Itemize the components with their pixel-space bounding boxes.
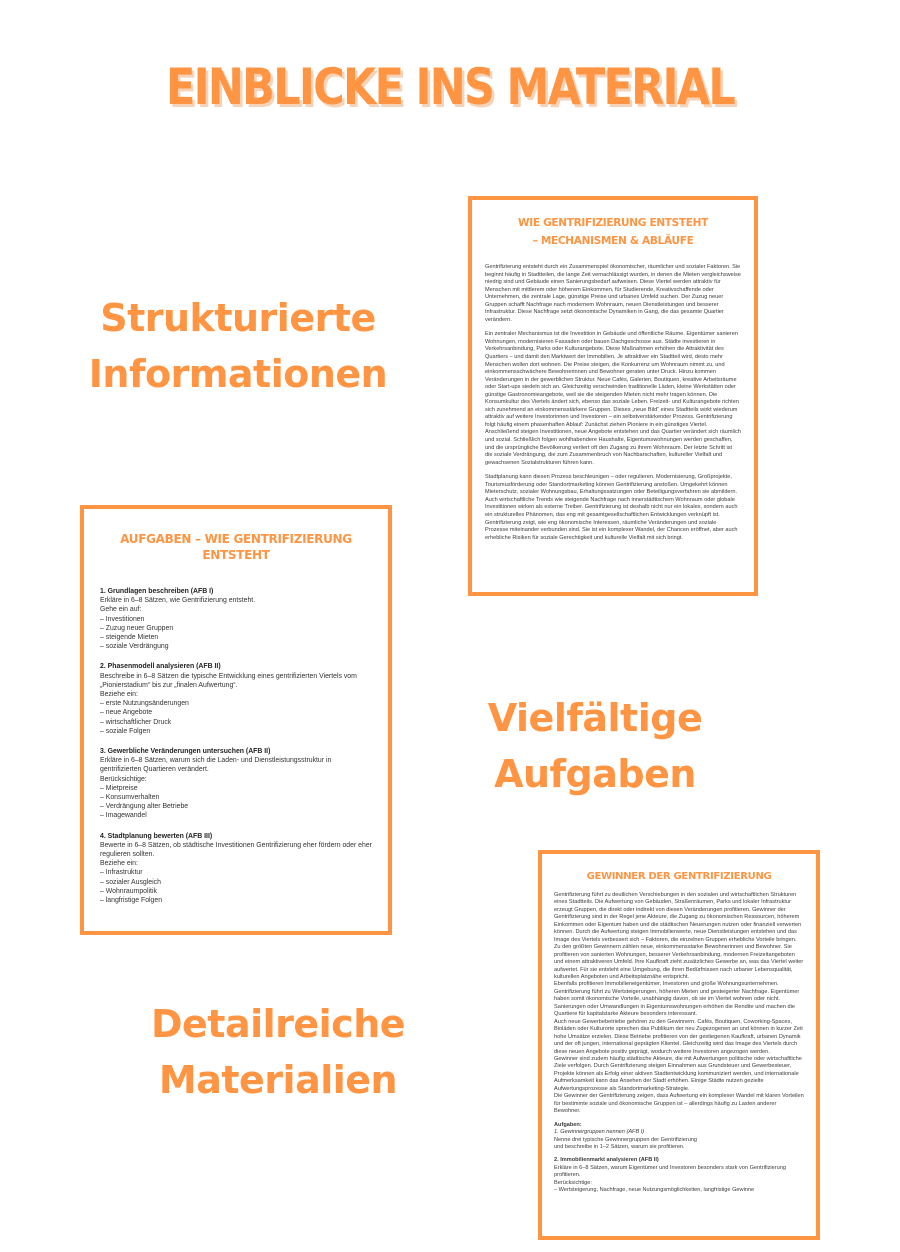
task-line: – soziale Folgen bbox=[100, 727, 151, 735]
label-varied-tasks bbox=[470, 690, 720, 802]
task-line: – Konsumverhalten bbox=[100, 794, 160, 802]
card-paragraph: Ebenfalls profitieren Immobilieneigentümer, Investoren und große Wohnungsunternehmen. Gentrifizierung führt zu Wertsteigerungen, höheren Mieten und gesteigerter Nachfrage. Eigentümer haben somit ökonomische Vorteile, unabhängig davon, ob sie im Viertel wohnen oder nicht. Sanierungen oder Umwandlungen in Eigentumswohnungen erhöhen die Rendite und machen die Quartiere für kapitalstarke Akteure besonders interessant. bbox=[554, 981, 800, 1018]
task-line: – Wohnraumpolitik bbox=[100, 887, 157, 895]
material-card-winners bbox=[538, 850, 820, 1240]
task-heading: 2. Immobilienmarkt analysieren (AFB II) bbox=[554, 1157, 659, 1164]
label-line: Aufgaben bbox=[494, 752, 696, 796]
card-paragraph: Gewinner sind zudem häufig städtische Akteure, die mit Aufwertungen politische oder wirtschaftliche Ziele verfolgen. Durch Gentrifizierung steigen Einnahmen aus Grundsteuer und Gewerbesteuer, Projekte können als Erfolg einer aktiven Stadtentwicklung kommuniziert werden, und internationale Aufmerksamkeit kann das Ansehen der Stadt erhöhen. Einige Städte nutzen gezielte Aufwertungsprozesse als Standortmarketing-Strategie. bbox=[554, 1055, 802, 1092]
page-title: EINBLICKE INS MATERIAL bbox=[165, 58, 735, 116]
task-heading: 1. Grundlagen beschreiben (AFB I) bbox=[100, 588, 214, 595]
task-block bbox=[100, 747, 372, 821]
label-line: Strukturierte bbox=[100, 296, 376, 340]
task-card bbox=[80, 505, 392, 935]
label-detailed-materials bbox=[128, 996, 428, 1108]
task-line: Gehe ein auf: bbox=[100, 606, 142, 614]
task-heading: 2. Phasenmodell analysieren (AFB II) bbox=[100, 663, 221, 671]
task-line: – steigende Mieten bbox=[100, 634, 159, 642]
label-line: Vielfältige bbox=[487, 696, 703, 740]
task-block bbox=[100, 662, 372, 736]
task-line: Bewerte in 6–8 Sätzen, ob städtische Investitionen Gentrifizierung eher fördern oder eher regulieren sollten. bbox=[100, 841, 372, 859]
card-paragraph: Gentrifizierung führt zu deutlichen Verschiebungen in den sozialen und wirtschaftlichen Strukturen eines Stadtteils. Die Aufwertung von Gebäuden, Straßenräumen, Parks und lokaler Infrastruktur erzeugt Gruppen, die direkt oder indirekt von diesen Veränderungen profitieren. Gewinner der Gentrifizierung sind in der Regel jene Akteure, die Zugang zu ökonomischen Ressourcen, höherem Einkommen oder Eigentum haben und die städtischen Neuerungen nutzen oder finanziell verwerten können. Durch die Aufwertung steigen Immobilienwerte, neue Dienstleistungen entstehen und das Image des Viertels verbessert sich – Faktoren, die einzelnen Gruppen erhebliche Vorteile bringen. bbox=[554, 892, 802, 943]
task-block bbox=[100, 832, 372, 906]
task-line: – Imagewandel bbox=[100, 812, 147, 820]
task-line: Berücksichtige: bbox=[100, 775, 147, 783]
card-paragraph: Gentrifizierung entsteht durch ein Zusammenspiel ökonomischer, räumlicher und sozialer Faktoren. Sie beginnt häufig in Stadtteilen, die lange Zeit vernachlässigt wurden, in denen die Mieten vergleichsweise niedrig sind und Gebäude einen Sanierungsbedarf aufweisen. Diese Viertel werden attraktiv für Menschen mit mittlerem oder höherem Einkommen, für Studierende, Kreativschaffende oder Unternehmen, die zentrale Lage, günstige Preise und urbanes Umfeld suchen. Der Zuzug neuer Gruppen schafft Nachfrage nach modernem Wohnraum, neuen Dienstleistungen und besserer Infrastruktur. Diese Nachfrage setzt ökonomische Dynamiken in Gang, die das gesamte Quartier verändern. bbox=[485, 264, 741, 323]
label-line: Informationen bbox=[88, 352, 388, 396]
task-heading: 3. Gewerbliche Veränderungen untersuchen (AFB II) bbox=[100, 748, 271, 756]
task-line: – Mietpreise bbox=[100, 784, 138, 792]
label-line: Detailreiche bbox=[150, 1002, 406, 1046]
card-title-line: – MECHANISMEN & ABLÄUFE bbox=[532, 235, 694, 247]
card-paragraph: Auch neue Gewerbebetriebe gehören zu den Gewinnern. Cafés, Boutiquen, Coworking-Spaces, Bioläden oder Kulturorte sprechen das Publikum der neu Zugezogenen an und können in kurzer Zeit hohe Umsätze erzielen. Diese Betriebe profitieren von der gestiegenen Kaufkraft, urbanen Dynamik und der oft jungen, international geprägten Klientel. Gleichzeitig wird das Image des Viertels durch diese neuen Angebote positiv geprägt, wodurch weitere Investoren angezogen werden. bbox=[554, 1018, 803, 1055]
card-title-line: WIE GENTRIFIZIERUNG ENTSTEHT bbox=[517, 217, 709, 229]
task-line: Berücksichtige: bbox=[554, 1179, 592, 1186]
task-line: und beschreibe in 1–2 Sätzen, warum sie profitieren. bbox=[554, 1143, 685, 1150]
task-line: – sozialer Ausgleich bbox=[100, 878, 161, 886]
task-block bbox=[100, 587, 372, 651]
task-line: – neue Angebote bbox=[100, 709, 153, 717]
task-heading: 4. Stadtplanung bewerten (AFB III) bbox=[100, 832, 213, 840]
card-title: GEWINNER DER GENTRIFIZIERUNG bbox=[586, 871, 772, 882]
task-line: Beschreibe in 6–8 Sätzen die typische Entwicklung eines gentrifizierten Viertels vom „Pionierstadium“ bis zur „finalen Aufwertung“. bbox=[100, 672, 357, 689]
card-paragraph: Zu den größten Gewinnern zählen neue, einkommensstarke Bewohnerinnen und Bewohner. Sie profitieren von sanierten Wohnungen, besserer Verkehrsanbindung, modernen Freizeitangeboten und einem attraktiveren Umfeld. Ihre Kaufkraft zieht zusätzliches Gewerbe an, was das Viertel weiter aufwertet. Für sie entsteht eine Umgebung, die ihren Bedürfnissen nach urbaner Lebensqualität, kulturellen Angeboten und Arbeitsplatznähe entspricht. bbox=[554, 944, 804, 980]
task-heading: 1. Gewinnergruppen nennen (AFB I) bbox=[554, 1129, 645, 1136]
card-paragraph: Stadtplanung kann diesen Prozess beschleunigen – oder regulieren. Modernisierung, Großprojekte, Tourismusförderung oder Standortmarketing können Gentrifizierung anstoßen. Umgekehrt können Mieterschutz, sozialer Wohnungsbau, Erhaltungssatzungen oder Beteiligungsverfahren sie abmildern. Auch wirtschaftliche Trends wie steigende Nachfrage nach innerstädtischem Wohnraum oder globale Investitionen wirken als externe Treiber. Gentrifizierung ist deshalb nicht nur ein lokales, sondern auch ein strukturelles Phänomen, das eng mit gesamtgesellschaftlichen Entwicklungen verknüpft ist. Gentrifizierung zeigt, wie eng ökonomische Interessen, räumliche Veränderungen und soziale Prozesse miteinander verbunden sind. Sie ist ein komplexer Wandel, der Chancen eröffnet, aber auch erhebliche Risiken für soziale Gerechtigkeit und kulturelle Vielfalt mit sich bringt. bbox=[485, 474, 738, 541]
task-line: Erkläre in 6–8 Sätzen, warum Eigentümer und Investoren besonders stark von Gentrifizierung profitieren. bbox=[554, 1164, 786, 1179]
task-line: Beziehe ein: bbox=[100, 860, 138, 868]
label-structured-information bbox=[78, 290, 398, 402]
task-line: Erkläre in 6–8 Sätzen, wie Gentrifizierung entsteht. bbox=[100, 597, 256, 605]
task-line: – Investitionen bbox=[100, 615, 145, 623]
card-title bbox=[485, 214, 741, 250]
tasks-label: Aufgaben: bbox=[554, 1121, 582, 1128]
task-line: – Infrastruktur bbox=[100, 869, 143, 877]
task-line: Erkläre in 6–8 Sätzen, warum sich die Laden- und Dienstleistungsstruktur in gentrifizierten Quartieren verändert. bbox=[100, 757, 332, 774]
task-line: Nenne drei typische Gewinnergruppen der Gentrifizierung bbox=[554, 1136, 698, 1143]
task-line: – wirtschaftlicher Druck bbox=[100, 718, 172, 726]
task-line: – Zuzug neuer Gruppen bbox=[100, 624, 174, 632]
task-line: – langfristige Folgen bbox=[100, 897, 163, 905]
label-line: Materialien bbox=[158, 1058, 398, 1102]
material-card-mechanisms bbox=[468, 196, 758, 596]
card-paragraph: Ein zentraler Mechanismus ist die Investition in Gebäude und öffentliche Räume. Eigentümer sanieren Wohnungen, modernisieren Fassaden oder bauen Dachgeschosse aus. Städte investieren in Verkehrsanbindung, Parks oder Kulturangebote. Diese Maßnahmen erhöhen die Attraktivität des Quartiers – und damit den Marktwert der Immobilien. Je attraktiver ein Stadtteil wird, desto mehr Menschen wollen dort wohnen. Die Preise steigen, die Konkurrenz um Wohnraum nimmt zu, und einkommensschwächere Bewohnerinnen und Bewohner geraten unter Druck. Hinzu kommen Veränderungen in der gewerblichen Struktur. Neue Cafés, Galerien, Boutiquen, kreative Arbeitsräume oder Start-ups siedeln sich an. Gleichzeitig verschwinden traditionelle Läden, kleine Werkstätten oder günstige Gastronomieangebote, weil sie die steigenden Mieten nicht mehr tragen können. Die Konsumkultur des Viertels ändert sich, ebenso das soziale Leben. Freizeit- und Kulturangebote richten sich zunehmend an einkommensstärkere Gruppen. Dieses „neue Bild“ eines Stadtteils wirkt wiederum attraktiv auf weitere Investorinnen und Investoren – ein selbstverstärkender Prozess. Gentrifizierung folgt häufig einem phasenhaften Ablauf: Zunächst ziehen Pioniere in ein günstiges Viertel. Anschließend steigen Investitionen, neue Angebote entstehen und das Quartier verändert sich räumlich und sozial. Schließlich folgen wohlhabendere Haushalte, Eigentumswohnungen werden geschaffen, und die ursprüngliche Bevölkerung verliert oft den Zugang zu ihrem Wohnraum. Der letzte Schritt ist die soziale Verdrängung, die zum Zusammenbruch von Nachbarschaften, kultureller Vielfalt und gewachsenen Sozialstrukturen führen kann. bbox=[485, 331, 741, 466]
task-line: Beziehe ein: bbox=[100, 691, 138, 699]
task-line: – soziale Verdrängung bbox=[100, 643, 169, 651]
task-line: – Wertsteigerung, Nachfrage, neue Nutzungsmöglichkeiten, langfristige Gewinne bbox=[554, 1187, 755, 1194]
task-line: – Verdrängung alter Betriebe bbox=[100, 803, 189, 811]
card-title: AUFGABEN – WIE GENTRIFIZIERUNG ENTSTEHT bbox=[120, 532, 352, 562]
task-line: – erste Nutzungsänderungen bbox=[100, 700, 189, 708]
card-paragraph: Die Gewinner der Gentrifizierung zeigen, dass Aufwertung ein komplexer Wandel mit klaren Vorteilen für bestimmte soziale und ökonomische Gruppen ist – allerdings häufig zu Lasten anderer Bewohner. bbox=[554, 1093, 804, 1115]
